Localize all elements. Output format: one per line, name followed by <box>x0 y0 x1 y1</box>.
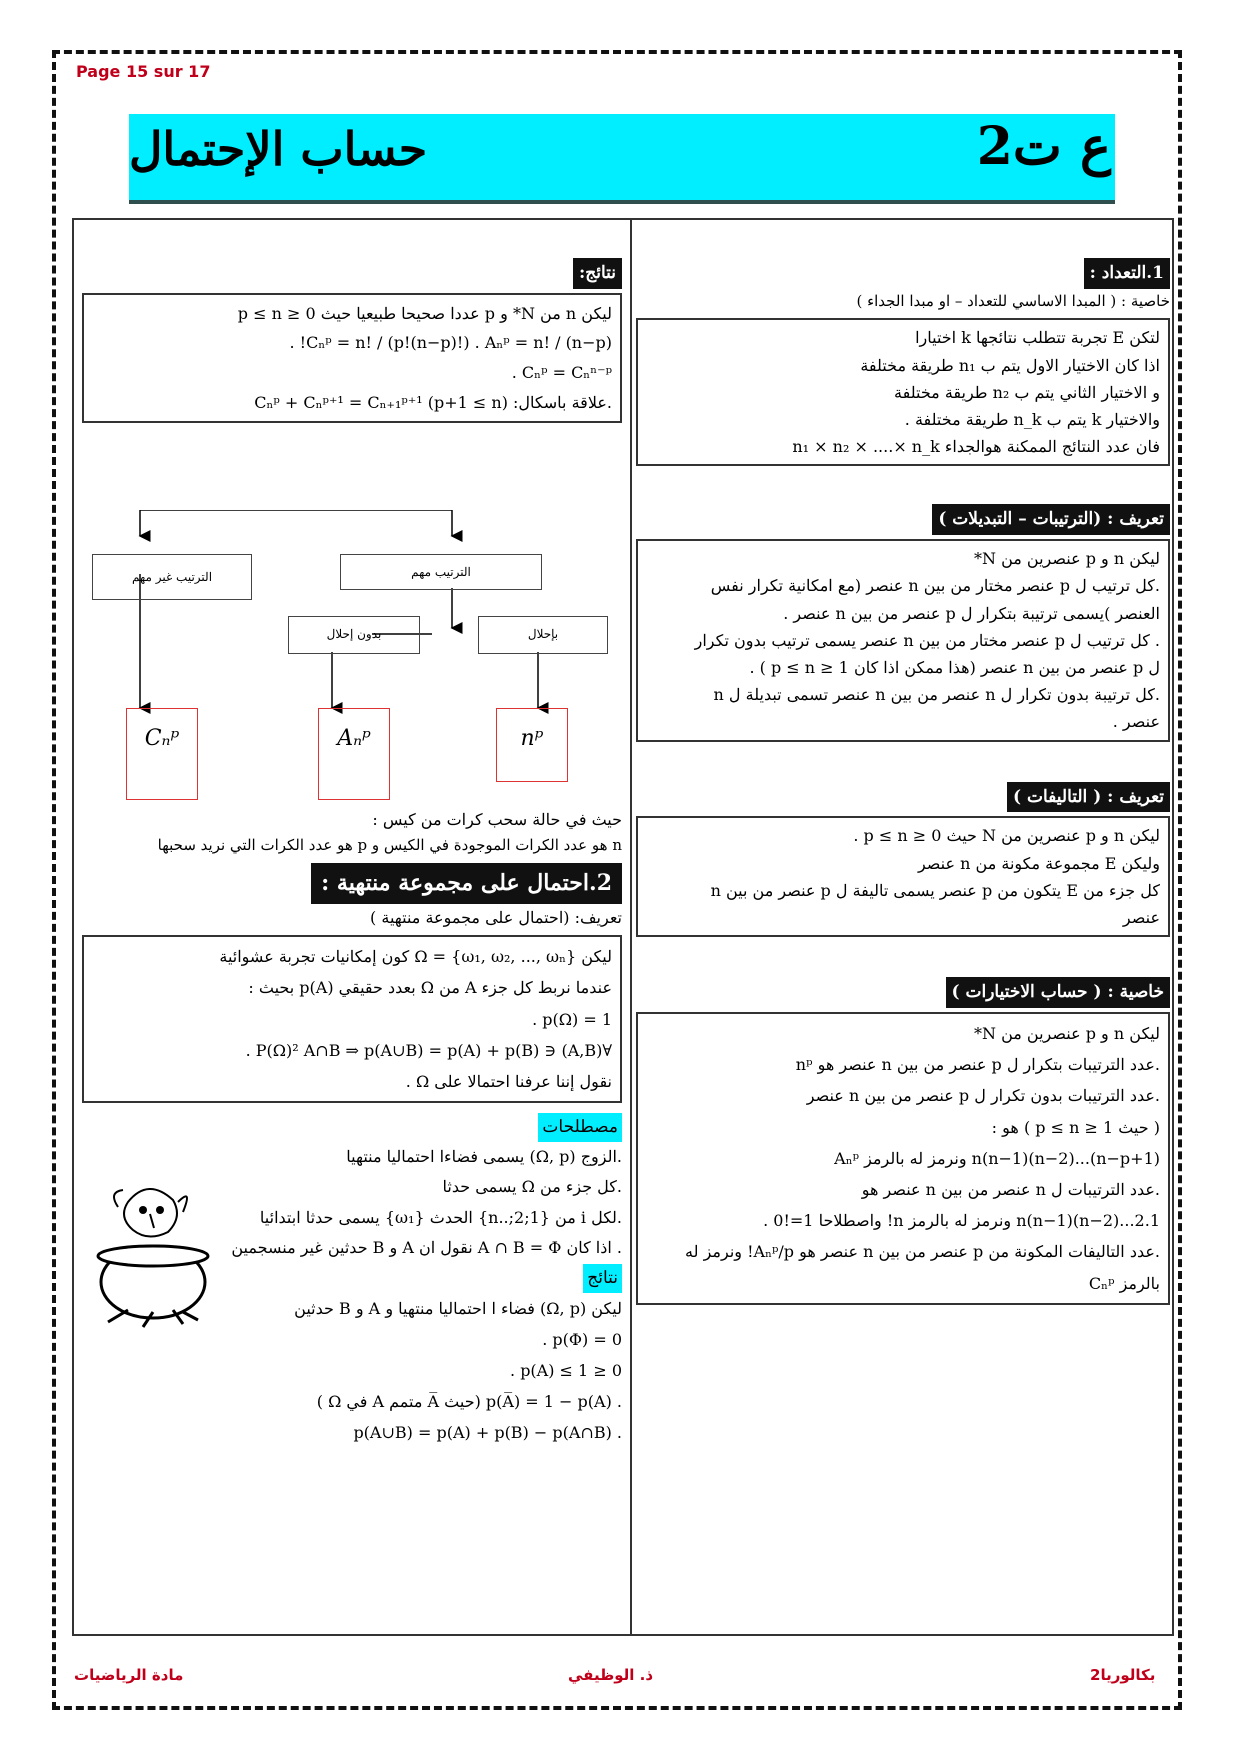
arrangements-line: .كل ترتيبة بدون تكرار ل n عنصر من بين n عنصر تسمى تبديلة ل n <box>713 685 1160 705</box>
result-line: 0 ≤ p(A) ≤ 1 . <box>510 1360 622 1380</box>
arrangements-line: ل p عنصر من بين n عنصر (هذا ممكن اذا كان 1 ≤ p ≤ n ) . <box>749 657 1160 677</box>
choices-line: بالرمز Cₙᵖ <box>1088 1273 1160 1293</box>
combinations-line: عنصر <box>1122 907 1160 927</box>
choices-line: n(n−1)(n−2)...(n−p+1) ونرمز له بالرمز Aₙᵖ <box>834 1148 1160 1168</box>
choices-line: .عدد الترتيبات ل n عنصر من بين n عنصر هو <box>861 1180 1160 1199</box>
flow-ordered: الترتيب مهم <box>340 554 542 590</box>
draw-note: n هو عدد الكرات الموجودة في الكيس و p هو عدد الكرات التي نريد سحبها <box>157 836 622 855</box>
result-line: . p(A∪B) = p(A) + p(B) − p(A∩B) <box>353 1423 622 1443</box>
section-probability-header: 2.احتمال على مجموعة منتهية : <box>311 863 622 904</box>
choices-header: خاصية : ( حساب الاختيارات ) <box>946 977 1170 1008</box>
arrangements-line: عنصر . <box>1112 712 1160 732</box>
result-line: . p(A̅) = 1 − p(A) (حيث A̅ متمم A في Ω ) <box>316 1392 622 1412</box>
probability-definition-box <box>82 935 622 1103</box>
counting-line: اذا كان الاختيار الاول يتم ب n₁ طريقة مختلفة <box>860 355 1160 375</box>
flow-with-replacement: بإحلال <box>478 616 608 654</box>
counting-box <box>636 318 1170 466</box>
arrangements-header: تعريف : (الترتيبات – التبديلات ) <box>932 504 1170 535</box>
flow-combination-symbol: Cₙᵖ <box>126 708 198 800</box>
footer-subject: مادة الرياضيات <box>74 1666 184 1684</box>
results-formula: Cₙᵖ = n! / (p!(n−p)!) . Aₙᵖ = n! / (n−p)! . <box>289 333 612 353</box>
probability-line: ليكن Ω = {ω₁, ω₂, ..., ωₙ} كون إمكانيات تجربة عشوائية <box>219 947 612 967</box>
terms-header: مصطلحات <box>538 1113 622 1142</box>
title-banner <box>129 114 1115 204</box>
choices-line: .عدد الترتيبات بدون تكرار ل p عنصر من بين n عنصر <box>806 1086 1160 1106</box>
term-line: .كل جزء من Ω يسمى حدثا <box>442 1177 622 1197</box>
choices-line: ليكن n و p عنصرين من N* <box>974 1024 1160 1044</box>
combinations-header: تعريف : ( التاليفات ) <box>1007 782 1170 813</box>
results-box <box>82 293 622 423</box>
level-label: 2ع ت <box>976 116 1111 177</box>
choices-box <box>636 1012 1170 1305</box>
flow-power-symbol: nᵖ <box>496 708 568 782</box>
section-counting-header: 1.التعداد : <box>1084 258 1170 289</box>
arrangements-line: .كل ترتيب ل p عنصر مختار من بين n عنصر (مع امكانية تكرار نفس <box>710 576 1160 596</box>
right-column <box>636 258 1170 1309</box>
term-line: . اذا كان A ∩ B = Φ نقول ان A و B حدثين غير منسجمين <box>231 1238 622 1258</box>
choices-line: .عدد الترتيبات بتكرار ل p عنصر من بين n عنصر هو nᵖ <box>795 1055 1160 1075</box>
flow-arrangement-symbol: Aₙᵖ <box>318 708 390 800</box>
counting-line: فان عدد النتائج الممكنة هوالجداء n₁ × n₂ × ....× n_k <box>792 437 1160 457</box>
pascal-relation: .علاقة باسكال: Cₙᵖ + Cₙᵖ⁺¹ = Cₙ₊₁ᵖ⁺¹ (p+1 ≤ n) <box>254 392 612 412</box>
left-column-bottom <box>82 806 622 1448</box>
results-formula: Cₙᵖ = Cₙⁿ⁻ᵖ . <box>511 363 612 383</box>
counting-line: لتكن E تجربة تتطلب نتائجها k اختيارا <box>915 328 1160 348</box>
flow-no-replacement: بدون إحلال <box>288 616 420 654</box>
probability-line: عندما نربط كل جزء A من Ω بعدد حقيقي p(A) بحيث : <box>248 978 612 998</box>
column-divider <box>630 218 632 1636</box>
left-column-top <box>82 258 622 427</box>
probability-line: ∀(A,B) ∈ P(Ω)² A∩B ⇒ p(A∪B) = p(A) + p(B) . <box>245 1040 612 1060</box>
probability-line: p(Ω) = 1 . <box>532 1009 612 1029</box>
counting-property: خاصية : ( المبدا الاساسي للتعداد – او مبدا الجداء ) <box>856 291 1170 310</box>
witch-cauldron-illustration <box>88 1172 218 1342</box>
probability-line: نقول إننا عرفنا احتمالا على Ω . <box>405 1072 612 1092</box>
results2-header: نتائج <box>583 1264 622 1293</box>
counting-line: والاختيار k يتم ب n_k طريقة مختلفة . <box>904 409 1160 429</box>
draw-note: حيث في حالة سحب كرات من كيس : <box>372 810 622 829</box>
footer-level: 2بكالوريا <box>1090 1666 1156 1684</box>
arrangements-line: . كل ترتيب ل p عنصر مختار من بين n عنصر يسمى ترتيب بدون تكرار <box>694 630 1160 650</box>
footer-teacher: ذ. الوظيفي <box>568 1666 654 1684</box>
page-title: حساب الإحتمال <box>129 122 428 176</box>
results-header: نتائج: <box>573 258 622 289</box>
arrangements-box <box>636 539 1170 741</box>
counting-line: و الاختيار الثاني يتم ب n₂ طريقة مختلفة <box>894 382 1160 402</box>
page-number: Page 15 sur 17 <box>76 62 211 81</box>
choices-line: .عدد التاليفات المكونة من p عنصر من بين n عنصر هو Aₙᵖ/p! ونرمز له <box>685 1242 1160 1262</box>
result-line: p(Φ) = 0 . <box>542 1329 622 1349</box>
counting-flowchart <box>92 510 612 810</box>
arrangements-line: العنصر )يسمى ترتيبة بتكرار ل p عنصر من بين n عنصر . <box>783 603 1160 623</box>
combinations-line: كل جزء من E يتكون من p عنصر يسمى تاليفة ل p عنصر من بين n <box>710 880 1160 900</box>
result-line: ليكن (Ω, p) فضاء ا احتماليا منتهيا و A و B حدثين <box>294 1298 622 1318</box>
combinations-box <box>636 816 1170 937</box>
term-line: .الزوج (Ω, p) يسمى فضاءا احتماليا منتهيا <box>346 1147 622 1167</box>
combinations-line: ليكن n و p عنصرين من N حيث 0 ≤ p ≤ n . <box>853 826 1160 846</box>
probability-definition-label: تعريف: (احتمال على مجموعة منتهية ) <box>370 908 622 928</box>
combinations-line: وليكن E مجموعة مكونة من n عنصر <box>917 853 1160 873</box>
flow-unordered: الترتيب غير مهم <box>92 554 252 600</box>
choices-line: ( حيث 1 ≤ p ≤ n ) هو : <box>991 1117 1160 1137</box>
results-line: ليكن n من N* و p عددا صحيحا طبيعيا حيث 0 ≤ p ≤ n <box>237 303 612 323</box>
term-line: .لكل i من {1;2;..n} الحدث {ω₁} يسمى حدثا ابتدائيا <box>259 1207 622 1227</box>
arrangements-line: ليكن n و p عنصرين من N* <box>974 549 1160 569</box>
choices-line: n(n−1)(n−2)...2.1 ونرمز له بالرمز n! واصطلاحا 1=!0 . <box>763 1211 1160 1231</box>
